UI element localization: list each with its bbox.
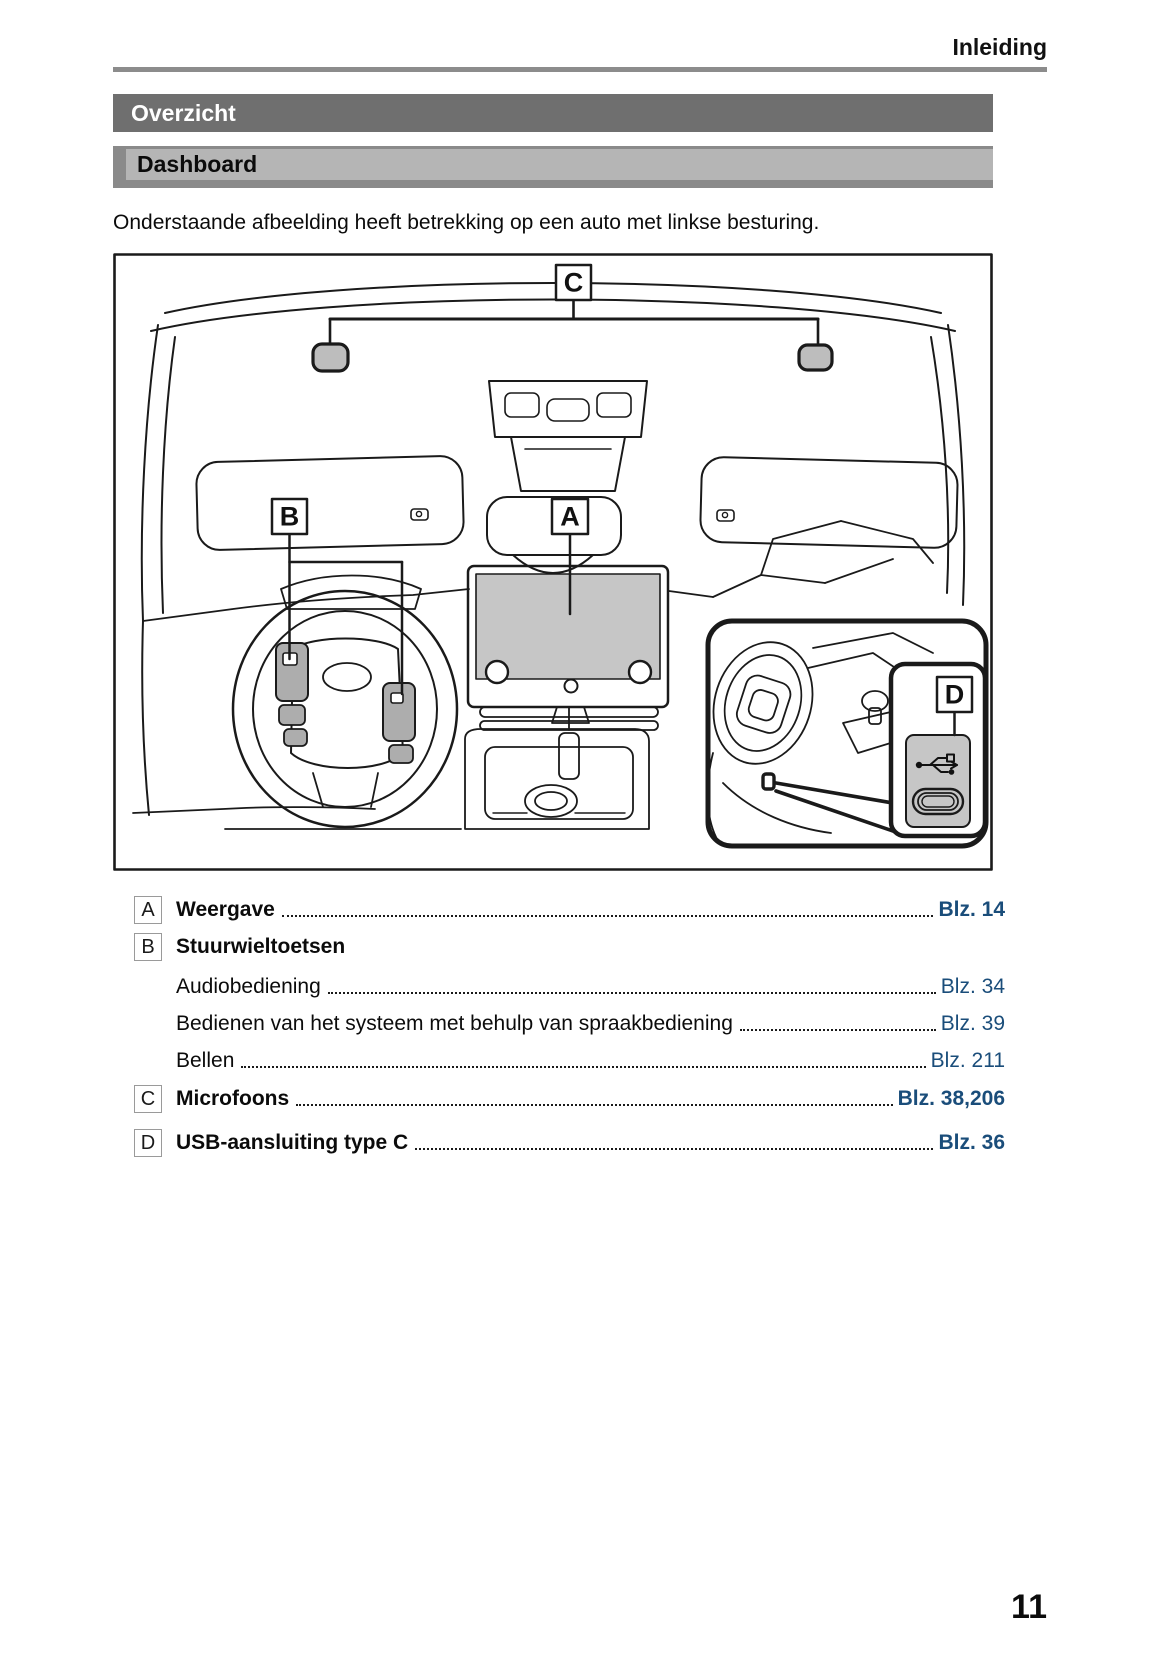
dashboard-diagram [113, 253, 993, 871]
page-reference[interactable]: Blz. 38,206 [897, 1086, 1005, 1110]
chapter-title: Inleiding [952, 34, 1047, 60]
touchscreen-display [468, 566, 668, 723]
legend-item-microfoons [113, 1084, 1005, 1113]
section-title: Overzicht [131, 100, 236, 126]
horn-pad [323, 663, 371, 691]
page-reference[interactable]: Blz. 36 [938, 1130, 1005, 1154]
microphone-left [313, 344, 348, 371]
center-console [465, 729, 649, 829]
display-knob-left [486, 661, 508, 683]
legend-label: USB-aansluiting type C [176, 1130, 409, 1154]
dot-leader [328, 992, 936, 994]
callout-label-b: B [279, 501, 300, 532]
overhead-console [489, 381, 647, 491]
page-header [113, 34, 1047, 72]
dot-leader [415, 1148, 933, 1150]
page-reference[interactable]: Blz. 34 [940, 974, 1005, 998]
visor-hook-left [411, 509, 428, 520]
legend-sublabel: Bedienen van het systeem met behulp van spraakbediening [176, 1011, 733, 1035]
legend-subitem-spraakbediening [113, 1009, 1005, 1038]
steering-buttons-right [383, 683, 415, 741]
display-knob-right [629, 661, 651, 683]
center-vents [480, 707, 658, 730]
subsection-header-dashboard [113, 146, 993, 188]
legend-sublabel: Bellen [176, 1048, 235, 1072]
legend-subitem-audiobediening [113, 972, 1005, 1001]
legend-item-stuurwieltoetsen [113, 932, 1005, 961]
steering-buttons-left [276, 643, 308, 701]
subsection-title: Dashboard [137, 151, 258, 177]
microphone-right [799, 345, 832, 370]
legend-item-weergave [113, 895, 1005, 924]
section-header-overzicht [113, 94, 993, 132]
header-rule [113, 67, 1047, 72]
dot-leader [282, 915, 934, 917]
intro-text: Onderstaande afbeelding heeft betrekking op een auto met linkse besturing. [113, 211, 820, 234]
page-reference[interactable]: Blz. 39 [940, 1011, 1005, 1035]
page-reference[interactable]: Blz. 211 [930, 1048, 1005, 1072]
dot-leader [296, 1104, 892, 1106]
console-inset [698, 621, 986, 846]
legend-sublabel: Audiobediening [176, 974, 321, 998]
legend-letter-box: A [134, 896, 162, 924]
visor-hook-right [717, 510, 734, 521]
legend-subitem-bellen [113, 1046, 1005, 1075]
dot-leader [241, 1066, 925, 1068]
subsection-header-inner [126, 149, 993, 180]
legend-label: Stuurwieltoetsen [176, 934, 346, 958]
legend-letter-box: B [134, 933, 162, 961]
legend-item-usb [113, 1128, 1005, 1157]
legend-label: Weergave [176, 897, 275, 921]
dot-leader [740, 1029, 936, 1031]
callout-lines-c [330, 300, 818, 345]
callout-label-a: A [560, 501, 580, 532]
callout-label-d: D [944, 679, 965, 710]
callout-label-c: C [563, 267, 584, 298]
steering-wheel [233, 591, 457, 827]
legend-letter-box: C [134, 1085, 162, 1113]
legend-label: Microfoons [176, 1086, 290, 1110]
legend [113, 895, 1005, 1157]
page-reference[interactable]: Blz. 14 [938, 897, 1005, 921]
page-number: 11 [1011, 1588, 1047, 1626]
legend-letter-box: D [134, 1129, 162, 1157]
